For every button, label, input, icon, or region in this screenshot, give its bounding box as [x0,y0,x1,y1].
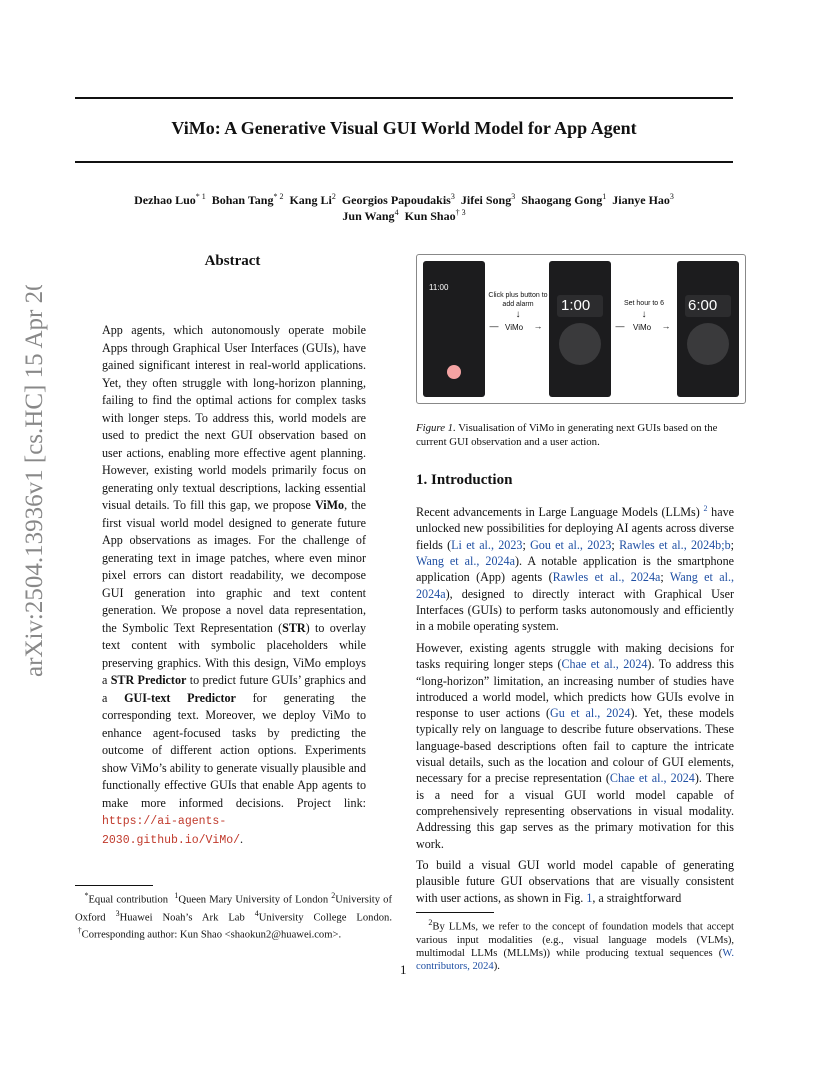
action-label-2: Set hour to 6 [623,300,665,307]
author: Jianye Hao$^3$ [612,192,674,207]
authors-line-1 [75,192,733,208]
arxiv-id: arXiv:2504.13936v1 [cs.HC] 15 Apr 2025 [21,285,48,677]
gui-screenshot-predicted-1 [549,261,611,397]
arrow-right-icon: → [661,321,671,331]
intro-paragraph-1: Recent advancements in Large Language Models (LLMs) $^2$ have unlocked new possibilities for deploying AI agents across diverse fields (Li et al., 2023; Gou et al., 2023; Rawles et al., 2024b;b; Wang et al., 2024a). A notable application is the smartphone application (App) agents (Rawles et al., 2024a; Wang et al., 2024a), designed to directly interact with Graphical User Interfaces (GUIs) to perform tasks autonomously and efficiently in a mobile operating system. [416,504,735,634]
page-number: 1 [400,962,407,977]
section-heading: 1. Introduction [416,472,513,488]
author: Kang Li$^2$ [289,192,336,207]
author: Dezhao Luo$^{* 1}$ [134,192,206,207]
author: Bohan Tang$^{* 2}$ [211,192,284,207]
predicted-time: 1:00 [561,297,591,314]
arrow-down-icon: ↓ [515,309,521,320]
author: Jun Wang$^4$ [342,208,399,223]
intro-paragraph-3: To build a visual GUI world model capable of generating plausible future GUI observations that are visually consistent with user actions, as shown in Fig. 1, a straightforward [416,858,734,905]
abstract-body: App agents, which autonomously operate mobile Apps through Graphical User Interfaces (GUIs), have gained significant interest in real-world applications. Yet, they often struggle with long-horizon planning, failing to find the optimal actions for complex tasks with longer steps. To address this, world models are used to predict the next GUI observation based on user actions, enabling more effective agent planning. However, existing world models primarily focus on generating only textual descriptions, lacking essential visual details. To fill this gap, we propose ViMo, the first visual world model designed to generate future App observations as images. For the challenge of generating text in image patches, where even minor pixel errors can distort readability, we decompose GUI generation into graphic and text content generation. We propose a novel data representation, the Symbolic Text Representation (STR) to overlay text content with symbolic placeholders while preserving graphics. With this design, ViMo employs a STR Predictor to predict future GUIs’ graphics and a GUI-text Predictor for generating the corresponding text. Moreover, we deploy ViMo to enhance agent-focused tasks by predicting the outcome of different action options. Experiments show ViMo’s ability to generate visually plausible and functionally effective GUIs that enable App agents to make more informed decisions. Project link: https://ai-agents-2030.github.io/ViMo/. [102,323,366,847]
author: Kun Shao$^{\dagger 3}$ [404,208,466,223]
arrow-right-icon: — [615,321,625,331]
footnote-rule-2 [416,912,494,913]
arrow-right-icon: → [533,321,543,331]
predicted-time: 6:00 [688,297,718,314]
vimo-label-1: ViMo [505,323,524,332]
figure-caption: Figure 1. Visualisation of ViMo in generating next GUIs based on the current GUI observation and a user action. [416,422,718,448]
action-label-1: Click plus button to add alarm [488,292,548,308]
footnote-llm: $^2$By LLMs, we refer to the concept of foundation models that accept various input modalities (e.g., visual language models (VLMs), multimodal LLMs (MLLMs)) while producing textual sequences (W. contributors, 2024). [416,918,734,972]
arrow-down-icon: ↓ [641,309,647,320]
author: Jifei Song$^3$ [460,192,516,207]
gui-screenshot-current [423,261,485,397]
alarm-time: 11:00 [429,283,449,292]
footnote-affiliations: *Equal contribution $^1$Queen Mary University of London $^2$University of Oxford $^3$Huawei Noah’s Ark Lab $^4$University College London. †Corresponding author: Kun Shao <shaokun2@huawei.com>. [75,891,392,941]
top-rule [75,97,733,99]
abstract-heading: Abstract [204,253,261,269]
clock-dial-icon [559,323,601,365]
footnote-rule [75,885,153,886]
clock-dial-icon [687,323,729,365]
paper-title: ViMo: A Generative Visual GUI World Model for App Agent [171,118,637,138]
title-rule [75,161,733,163]
author: Shaogang Gong$^1$ [521,192,607,207]
arrow-right-icon: — [489,321,499,331]
intro-paragraph-2: However, existing agents struggle with making decisions for tasks requiring longer steps (Chae et al., 2024). To address this “long-horizon” limitation, an increasing number of studies have introduced a world model, which predicts how GUIs evolve in response to user actions (Gu et al., 2024). Yet, these models typically rely on language to describe future observations. These language-based descriptions often fail to capture the intricate visual details, such as the location and colour of GUI elements, necessary for a precise representation (Chae et al., 2024). There is a need for a visual GUI world model capable of comprehensively representing observations in visual modality. Addressing this gap serves as the primary motivation for this work. [416,641,735,851]
authors-line-2 [75,208,733,224]
vimo-label-2: ViMo [633,323,652,332]
project-link[interactable]: https://ai-agents-2030.github.io/ViMo/ [102,815,241,847]
gui-screenshot-predicted-2 [677,261,739,397]
author: Georgios Papoudakis$^3$ [341,192,455,207]
arxiv-watermark [12,285,52,685]
plus-button-icon [447,365,461,379]
figure-1 [416,254,746,404]
